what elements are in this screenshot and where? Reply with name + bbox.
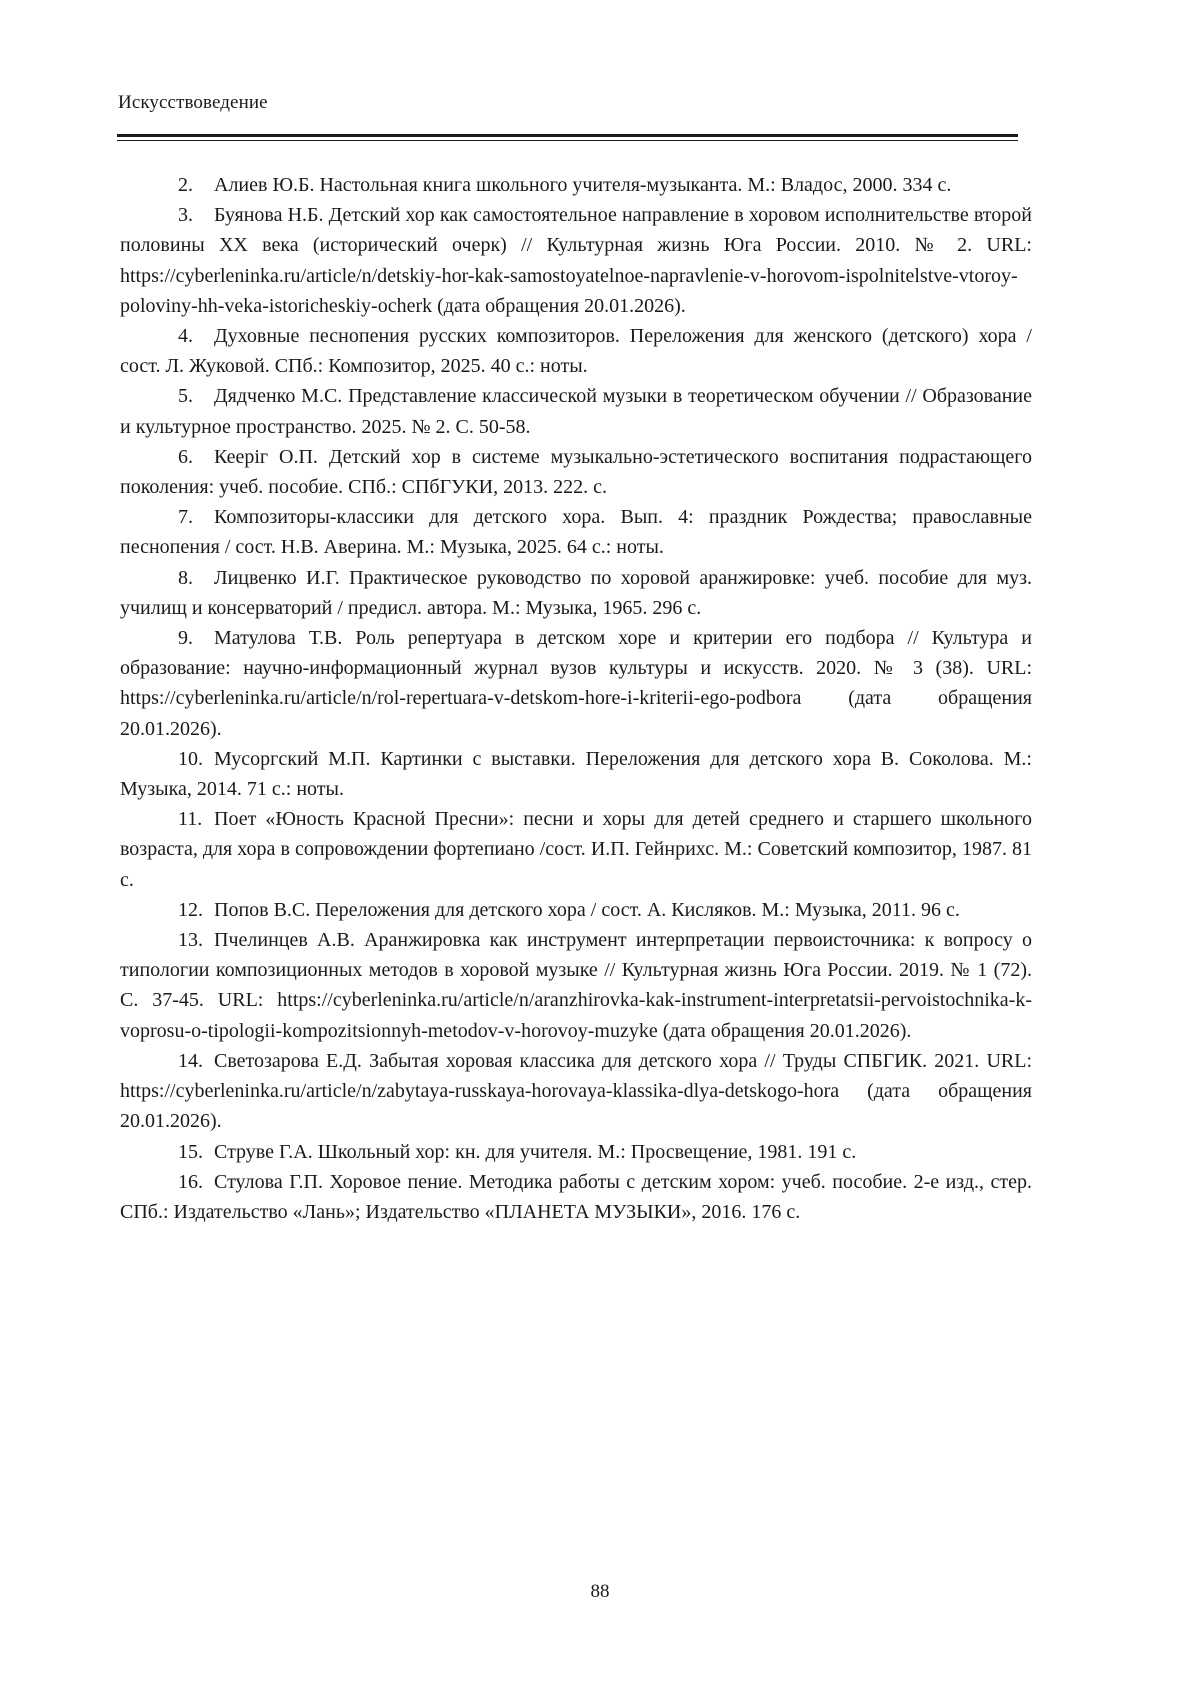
reference-item [120, 563, 1032, 623]
reference-item [120, 502, 1032, 562]
reference-item [120, 1137, 1032, 1167]
reference-list [120, 170, 1032, 1227]
reference-number: 13. [178, 929, 203, 952]
reference-number: 9. [178, 627, 193, 650]
reference-item [120, 381, 1032, 441]
reference-text: Композиторы-классики для детского хора. Вып. 4: праздник Рождества; православные песнопения / сост. Н.В. Аверина. М.: Музыка, 2025. 64 с.: ноты. [120, 506, 1032, 559]
reference-number: 15. [178, 1140, 203, 1163]
reference-number: 6. [178, 445, 193, 468]
reference-item [120, 744, 1032, 804]
reference-item [120, 321, 1032, 381]
reference-number: 5. [178, 385, 193, 408]
reference-item [120, 895, 1032, 925]
reference-item [120, 1167, 1032, 1227]
reference-item [120, 623, 1032, 744]
reference-item [120, 200, 1032, 321]
reference-number: 7. [178, 506, 193, 529]
reference-text: Буянова Н.Б. Детский хор как самостоятельное направление в хоровом исполнительстве второй половины XX века (исторический очерк) // Культурная жизнь Юга России. 2010. № 2. URL: https://cyberleninka.ru/article/n/detskiy-hor-kak-samostoyatelnoe-napravlenie-v-horovom-ispolnitelstve-vtoroy-poloviny-hh-veka-istoricheskiy-ocherk (дата обращения 20.01.2026). [120, 204, 1032, 317]
reference-item [120, 442, 1032, 502]
reference-number: 4. [178, 325, 193, 348]
reference-text: Алиев Ю.Б. Настольная книга школьного учителя-музыканта. М.: Владос, 2000. 334 с. [214, 174, 952, 196]
reference-item [120, 925, 1032, 1046]
reference-number: 11. [178, 808, 203, 831]
reference-number: 14. [178, 1049, 203, 1072]
reference-number: 16. [178, 1170, 203, 1193]
reference-item [120, 804, 1032, 895]
reference-text: Пчелинцев А.В. Аранжировка как инструмент интерпретации первоисточника: к вопросу о типологии композиционных методов в хоровой музыке // Культурная жизнь Юга России. 2019. № 1 (72). С. 37-45. URL: https://cyberleninka.ru/article/n/aranzhirovka-kak-instrument-interpretatsii-pervoistochnika-k-voprosu-o-tipologii-kompozitsionnyh-metodov-v-horovoy-muzyke (дата обращения 20.01.2026). [120, 929, 1032, 1042]
reference-text: Духовные песнопения русских композиторов. Переложения для женского (детского) хора / сост. Л. Жуковой. СПб.: Композитор, 2025. 40 с.: ноты. [120, 325, 1032, 378]
reference-number: 8. [178, 566, 193, 589]
reference-item [120, 1046, 1032, 1137]
reference-text: Дядченко М.С. Представление классической музыки в теоретическом обучении // Образование и культурное пространство. 2025. № 2. С. 50-58. [120, 385, 1032, 438]
reference-text: Попов В.С. Переложения для детского хора / сост. А. Кисляков. М.: Музыка, 2011. 96 с. [214, 898, 960, 921]
reference-text: Матулова Т.В. Роль репертуара в детском хоре и критерии его подбора // Культура и образование: научно-информационный журнал вузов культуры и искусств. 2020. № 3 (38). URL: https://cyberleninka.ru/article/n/rol-repertuara-v-detskom-hore-i-kriterii-ego-podbora (дата обращения 20.01.2026). [120, 627, 1032, 740]
reference-item [120, 170, 1032, 200]
reference-text: Светозарова Е.Д. Забытая хоровая классика для детского хора // Труды СПБГИК. 2021. URL: https://cyberleninka.ru/article/n/zabytaya-russkaya-horovaya-klassika-dlya-detskogo-hora (дата обращения 20.01.2026). [120, 1049, 1032, 1133]
header-rule-thick [117, 134, 1018, 137]
reference-number: 10. [178, 747, 203, 770]
page-number: 88 [590, 1581, 610, 1602]
header-rule-thin [117, 140, 1018, 141]
reference-text: Поет «Юность Красной Пресни»: песни и хоры для детей среднего и старшего школьного возраста, для хора в сопровождении фортепиано /сост. И.П. Гейнрихс. М.: Советский композитор, 1987. 81 с. [120, 808, 1032, 891]
reference-text: Лицвенко И.Г. Практическое руководство по хоровой аранжировке: учеб. пособие для муз. училищ и консерваторий / предисл. автора. М.: Музыка, 1965. 296 с. [120, 566, 1032, 619]
reference-number: 3. [178, 204, 193, 227]
reference-text: Кееріг О.П. Детский хор в системе музыкально-эстетического воспитания подрастающего поколения: учеб. пособие. СПб.: СПбГУКИ, 2013. 222. с. [120, 445, 1032, 499]
reference-number: 2. [178, 174, 193, 196]
reference-text: Стулова Г.П. Хоровое пение. Методика работы с детским хором: учеб. пособие. 2-е изд., стер. СПб.: Издательство «Лань»; Издательство «ПЛАНЕТА МУЗЫКИ», 2016. 176 с. [120, 1170, 1032, 1223]
reference-text: Мусоргский М.П. Картинки с выставки. Переложения для детского хора В. Соколова. М.: Музыка, 2014. 71 с.: ноты. [120, 747, 1032, 801]
reference-text: Струве Г.А. Школьный хор: кн. для учителя. М.: Просвещение, 1981. 191 с. [214, 1140, 857, 1163]
reference-number: 12. [178, 898, 203, 921]
running-head: Искусствоведение [118, 92, 268, 113]
